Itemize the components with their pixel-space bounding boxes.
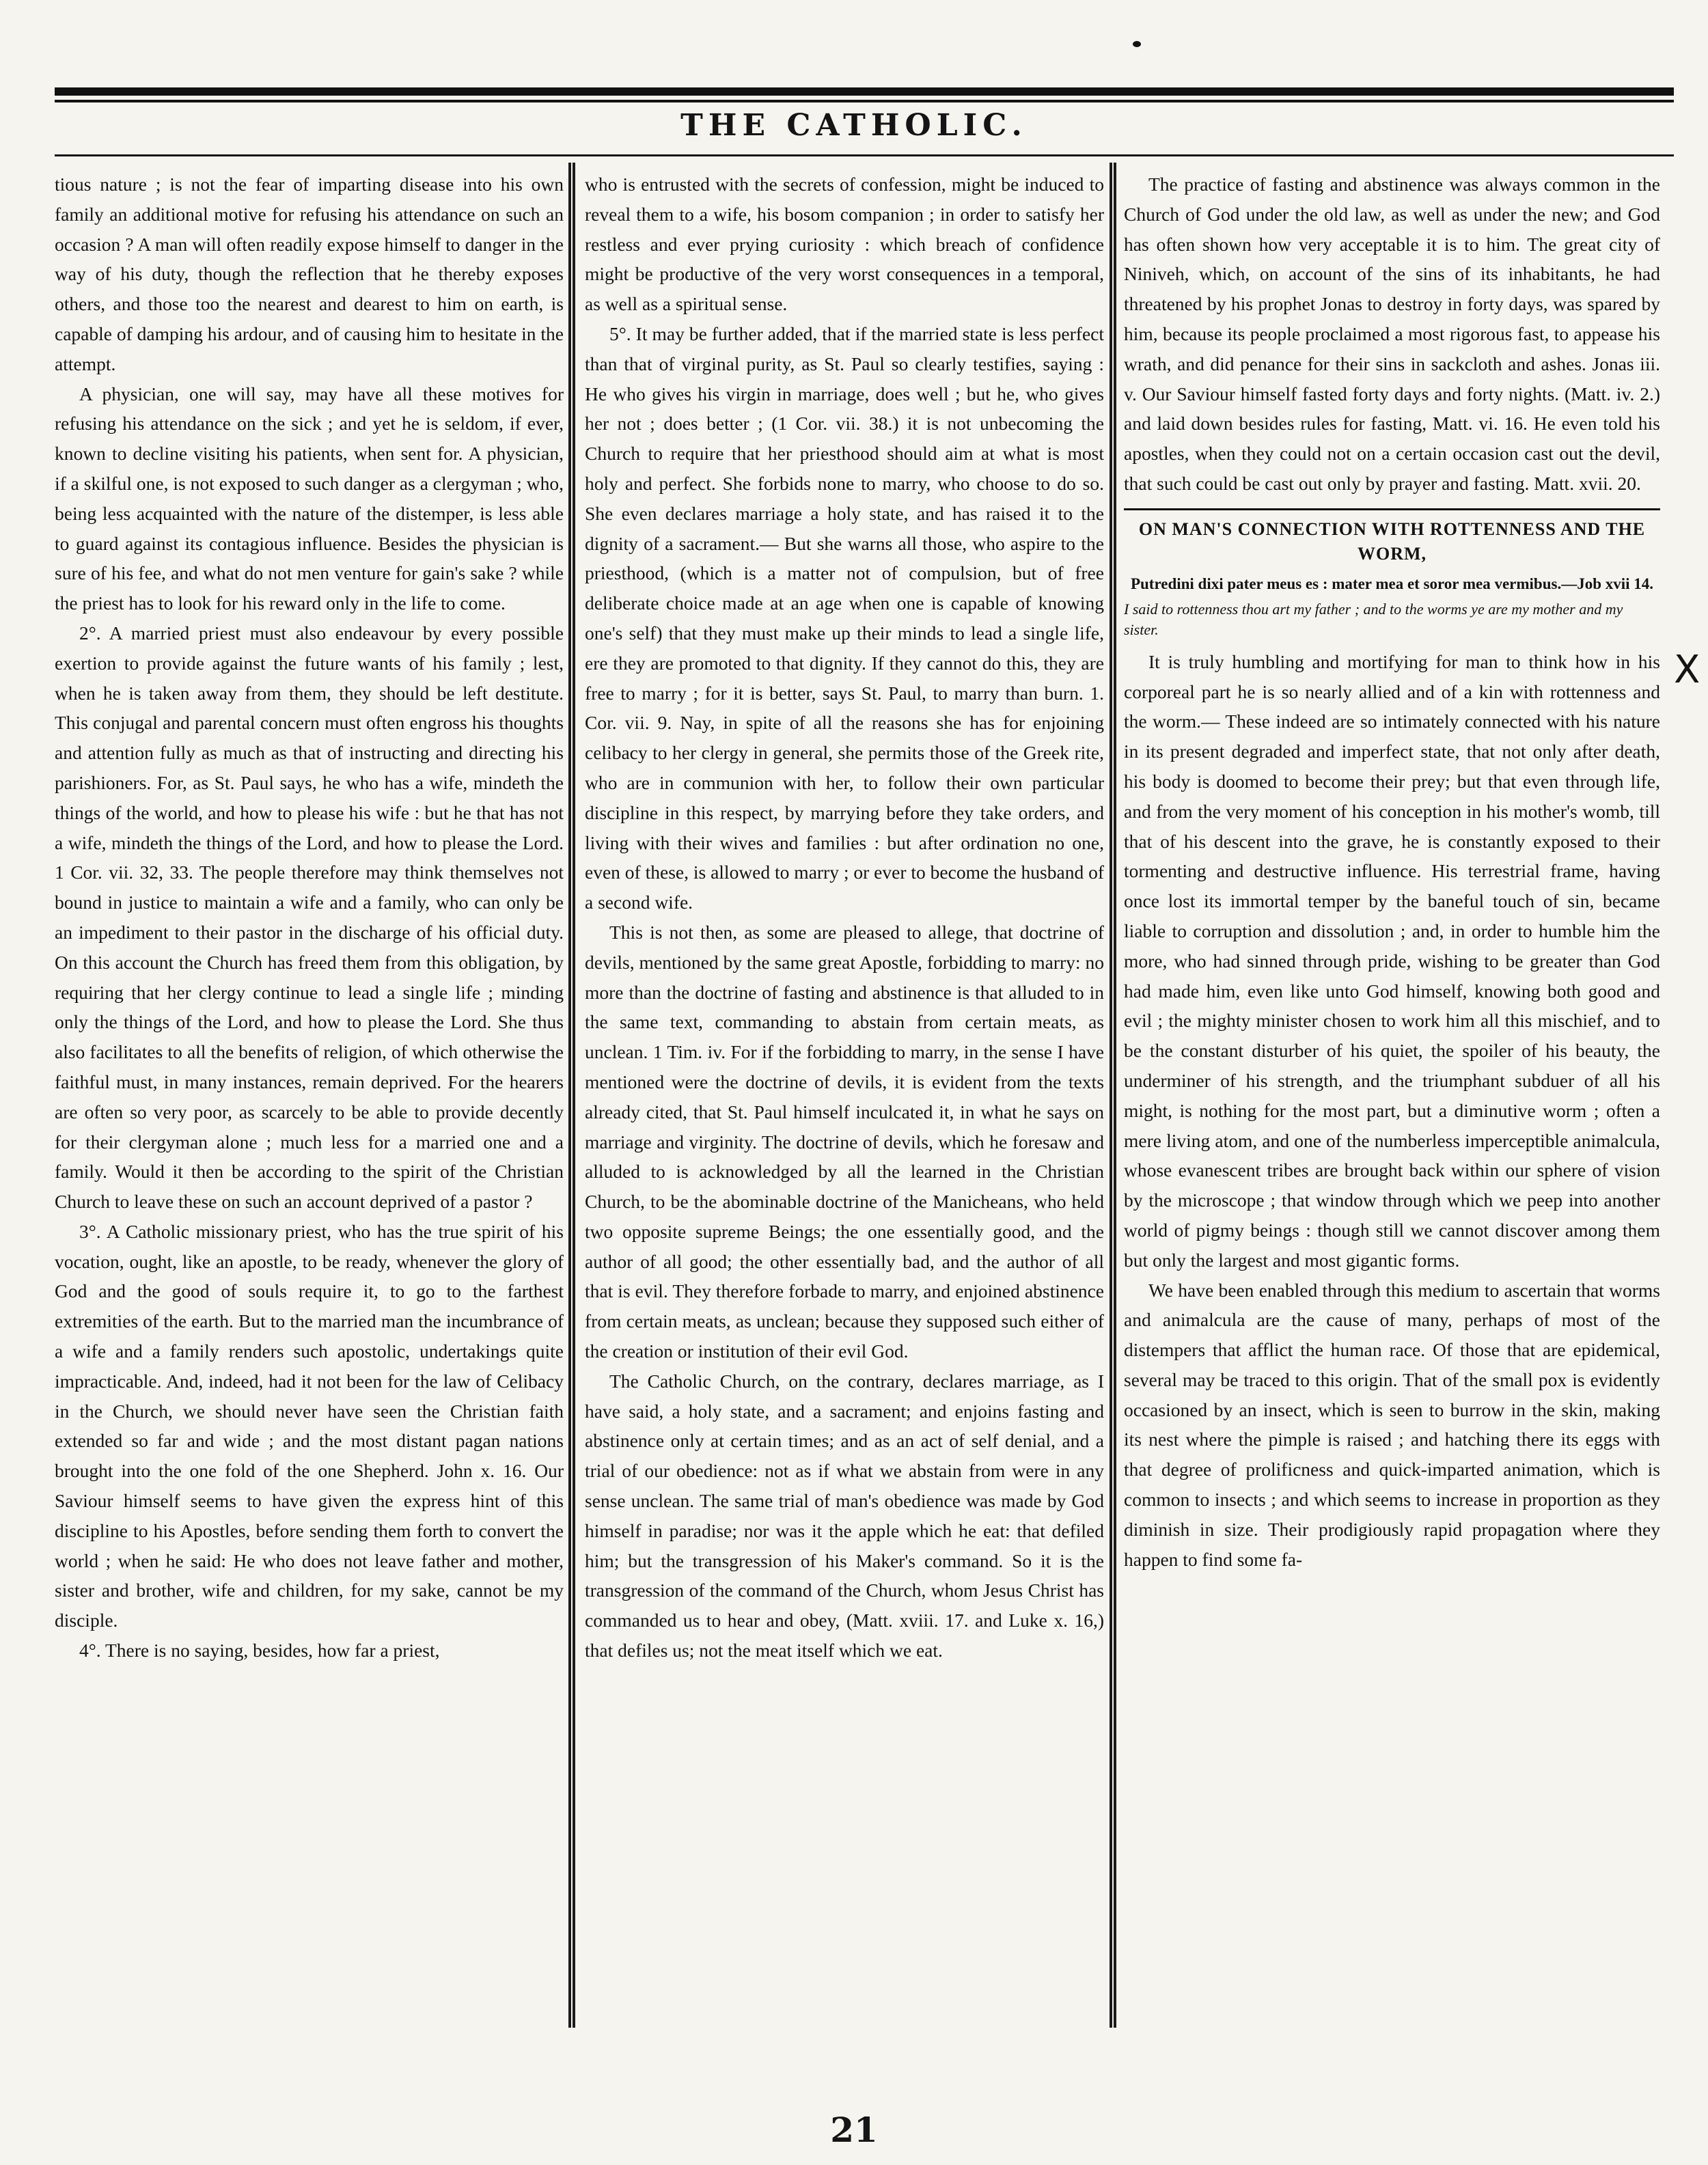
ink-speck: [1133, 41, 1141, 47]
article-divider: [1124, 508, 1660, 510]
epigraph-translation: I said to rottenness thou art my father ; and to the worms ye are my mother and my sister.: [1124, 600, 1623, 638]
masthead-rule-bottom: [55, 154, 1674, 156]
paragraph: 4°. There is no saying, besides, how far a priest,: [79, 1640, 440, 1661]
paragraph: A physician, one will say, may have all these motives for refusing his attendance on the sick ; and yet he is seldom, if ever, known to decline visiting his patients, when sent for. A physician, if a skilful one, is not exposed to such danger as a clergyman ; who, being less acquainted with the nature of the distemper, is less able to guard against its contagious influence. Besides the physician is sure of his fee, and what do not men venture for gain's sake ? while the priest has to look for his reward only in the life to come.: [55, 383, 564, 614]
article-headline: ON MAN'S CONNECTION WITH ROTTENNESS AND THE WORM,: [1138, 519, 1646, 564]
article-epigraph: Putredini dixi pater meus es : mater mea et soror mea vermibus.—Job xvii 14.: [1130, 575, 1654, 592]
column-1: [55, 169, 564, 2000]
paragraph: 2°. A married priest must also endeavour by every possible exertion to provide against the future wants of his family ; lest, when he is taken away from them, they should be left destitute. This conjugal and parental concern must often engross his thoughts and attention fully as much as that of instructing and directing his parishioners. For, as St. Paul says, he who has a wife, mindeth the things of the world, and how to please his wife : but he that has not a wife, mindeth the things of the Lord, and how to please the Lord. 1 Cor. vii. 32, 33. The people therefore may think themselves not bound in justice to maintain a wife and a family, who can only be an impediment to their pastor in the discharge of his official duty. On this account the Church has freed them from this obligation, by requiring that her clergy continue to lead a single life ; minding only the things of the Lord, and how to please the Lord. She thus also facilitates to all the benefits of religion, of which otherwise the faithful must, in many instances, remain deprived. For the hearers are often so very poor, as scarcely to be able to provide decently for their clergyman alone ; much less for a married one and a family. Would it then be according to the spirit of the Christian Church to leave these on such an account deprived of a pastor ?: [55, 622, 564, 1213]
column-2: [585, 169, 1104, 2000]
paragraph: 5°. It may be further added, that if the married state is less perfect than that of virginal purity, as St. Paul so clearly testifies, saying : He who gives his virgin in marriage, does well ; but he, who gives her not ; does better ; (1 Cor. vii. 38.) it is not unbecoming the Church to require that her priesthood should aim at what is most holy and perfect. She forbids none to marry, who choose to do so. She even declares marriage a holy state, and has raised it to the dignity of a sacrament.— But she warns all those, who aspire to the priesthood, (which is a matter not of compulsion, but of free deliberate choice made at an age when one is capable of knowing one's self) that they must make up their minds to lead a single life, ere they are promoted to that dignity. If they cannot do this, they are free to marry ; for it is better, says St. Paul, to marry than burn. 1. Cor. vii. 9. Nay, in spite of all the reasons she has for enjoining celibacy to her clergy in general, she permits those of the Greek rite, who are in communion with her, to follow their own particular discipline in this respect, by marrying before they take orders, and living with their wives and families : but after ordination no one, even of these, is allowed to marry ; or ever to become the husband of a second wife.: [585, 322, 1104, 913]
column-separator: [1110, 163, 1112, 2028]
masthead-rule-thin: [55, 100, 1674, 102]
column-separator: [1114, 163, 1116, 2028]
margin-mark: X: [1674, 648, 1700, 692]
column-separator: [568, 163, 571, 2028]
masthead-title: THE CATHOLIC.: [680, 108, 1028, 143]
paragraph: It is truly humbling and mortifying for man to think how in his corporeal part he is so nearly allied and of a kin with rottenness and the worm.— These indeed are so intimately connected with his nature in its present degraded and imperfect state, that not only after death, his body is doomed to become their prey; but that even through life, and from the very moment of his conception in his mother's womb, till that of his descent into the grave, he is constantly exposed to their tormenting and destructive influence. His terrestrial frame, having once lost its immortal temper by the baneful touch of sin, became liable to corruption and dissolution ; and, in order to humble him the more, who had sinned through pride, wishing to be greater than God had made him, even like unto God himself, knowing both good and evil ; the mighty minister chosen to work him all this mischief, and to be the constant disturber of his quiet, the spoiler of his beauty, the underminer of his strength, and the triumphant subduer of all his might, is nothing for the most part, but a diminutive worm ; often a mere living atom, and one of the numberless imperceptible animalcula, whose evanescent tribes are brought back within our sphere of vision by the microscope ; that window through which we peep into another world of pigmy beings : though still we cannot discover among them but only the largest and most gigantic forms.: [1124, 650, 1660, 1271]
paragraph: The practice of fasting and abstinence was always common in the Church of God under the old law, as well as under the new; and God has often shown how very acceptable it is to him. The great city of Niniveh, which, on account of the sins of its inhabitants, he had threatened by his prophet Jonas to destroy in forty days, was spared by him, because its people proclaimed a most rigorous fast, to appease his wrath, and did penance for their sins in sackcloth and ashes. Jonas iii. v. Our Saviour himself fasted forty days and forty nights. (Matt. iv. 2.) and laid down besides rules for fasting, Matt. vi. 16. He even told his apostles, when they could not on a certain occasion cast out the devil, that such could be cast out only by prayer and fasting. Matt. xvii. 20.: [1124, 174, 1660, 494]
masthead-rule-thick: [55, 87, 1674, 96]
paragraph: This is not then, as some are pleased to allege, that doctrine of devils, mentioned by the same great Apostle, forbidding to marry: no more than the doctrine of fasting and abstinence is that alluded to in the same text, commanding to abstain from certain meats, as unclean. 1 Tim. iv. For if the forbidding to marry, in the sense I have mentioned were the doctrine of devils, it is evident from the texts already cited, that St. Paul himself inculcated it, in what he says on marriage and virginity. The doctrine of devils, which he foresaw and alluded to is acknowledged by all the learned in the Christian Church, to be the abominable doctrine of the Manicheans, who held two opposite supreme Beings; the one essentially good, and the author of all good; the other essentially bad, and the author of all that is evil. They therefore forbade to marry, and enjoined abstinence from certain meats, as unclean; because they supposed such either of the creation or institution of their evil God.: [585, 921, 1104, 1362]
paragraph: 3°. A Catholic missionary priest, who has the true spirit of his vocation, ought, like an apostle, to be ready, whenever the glory of God and the good of souls require it, to go to the farthest extremities of the earth. But to the married man the incumbrance of a wife and a family renders such apostolic, undertakings quite impracticable. And, indeed, had it not been for the law of Celibacy in the Church, we should never have seen the Christian faith extended so far and wide ; and the most distant pagan nations brought into the one fold of the one Shepherd. John x. 16. Our Saviour himself seems to have given the express hint of this discipline to his Apostles, before sending them forth to convert the world ; when he said: He who does not leave father and mother, sister and brother, wife and children, for my sake, cannot be my disciple.: [55, 1220, 564, 1631]
paragraph: The Catholic Church, on the contrary, declares marriage, as I have said, a holy state, and a sacrament; and enjoins fasting and abstinence only at certain times; and as an act of self denial, and a trial of our obedience: not as if what we abstain from were in any sense unclean. The same trial of man's obedience was made by God himself in paradise; nor was it the apple which he eat: that defiled him; but the transgression of his Maker's command. So it is the transgression of the command of the Church, whom Jesus Christ has commanded us to hear and obey, (Matt. xviii. 17. and Luke x. 16,) that defiles us; not the meat itself which we eat.: [585, 1370, 1104, 1661]
paragraph: who is entrusted with the secrets of confession, might be induced to reveal them to a wife, his bosom companion ; in order to satisfy her restless and ever prying curiosity : which breach of confidence might be productive of the very worst consequences in a temporal, as well as a spiritual sense.: [585, 174, 1104, 315]
column-separator: [573, 163, 575, 2028]
page-number: 21: [830, 2110, 878, 2150]
paragraph: tious nature ; is not the fear of imparting disease into his own family an additional motive for refusing his attendance on such an occasion ? A man will often readily expose himself to danger in the way of his duty, though the reflection that he thereby exposes others, and those too the nearest and dearest to him on earth, is capable of damping his ardour, and of causing him to hesitate in the attempt.: [55, 174, 564, 374]
paragraph: We have been enabled through this medium to ascertain that worms and animalcula are the cause of many, perhaps of most of the distempers that afflict the human race. Of those that are epidemical, several may be traced to this origin. That of the small pox is evidently occasioned by an insect, which is seen to burrow in the skin, making its nest where the pimple is raised ; and hatching there its eggs with that degree of prolificness and quick-imparted animation, which is common to insects ; and which seems to increase in proportion as they diminish in size. Their prodigiously rapid propagation where they happen to find some fa-: [1124, 1279, 1660, 1570]
column-3: [1124, 169, 1660, 2000]
